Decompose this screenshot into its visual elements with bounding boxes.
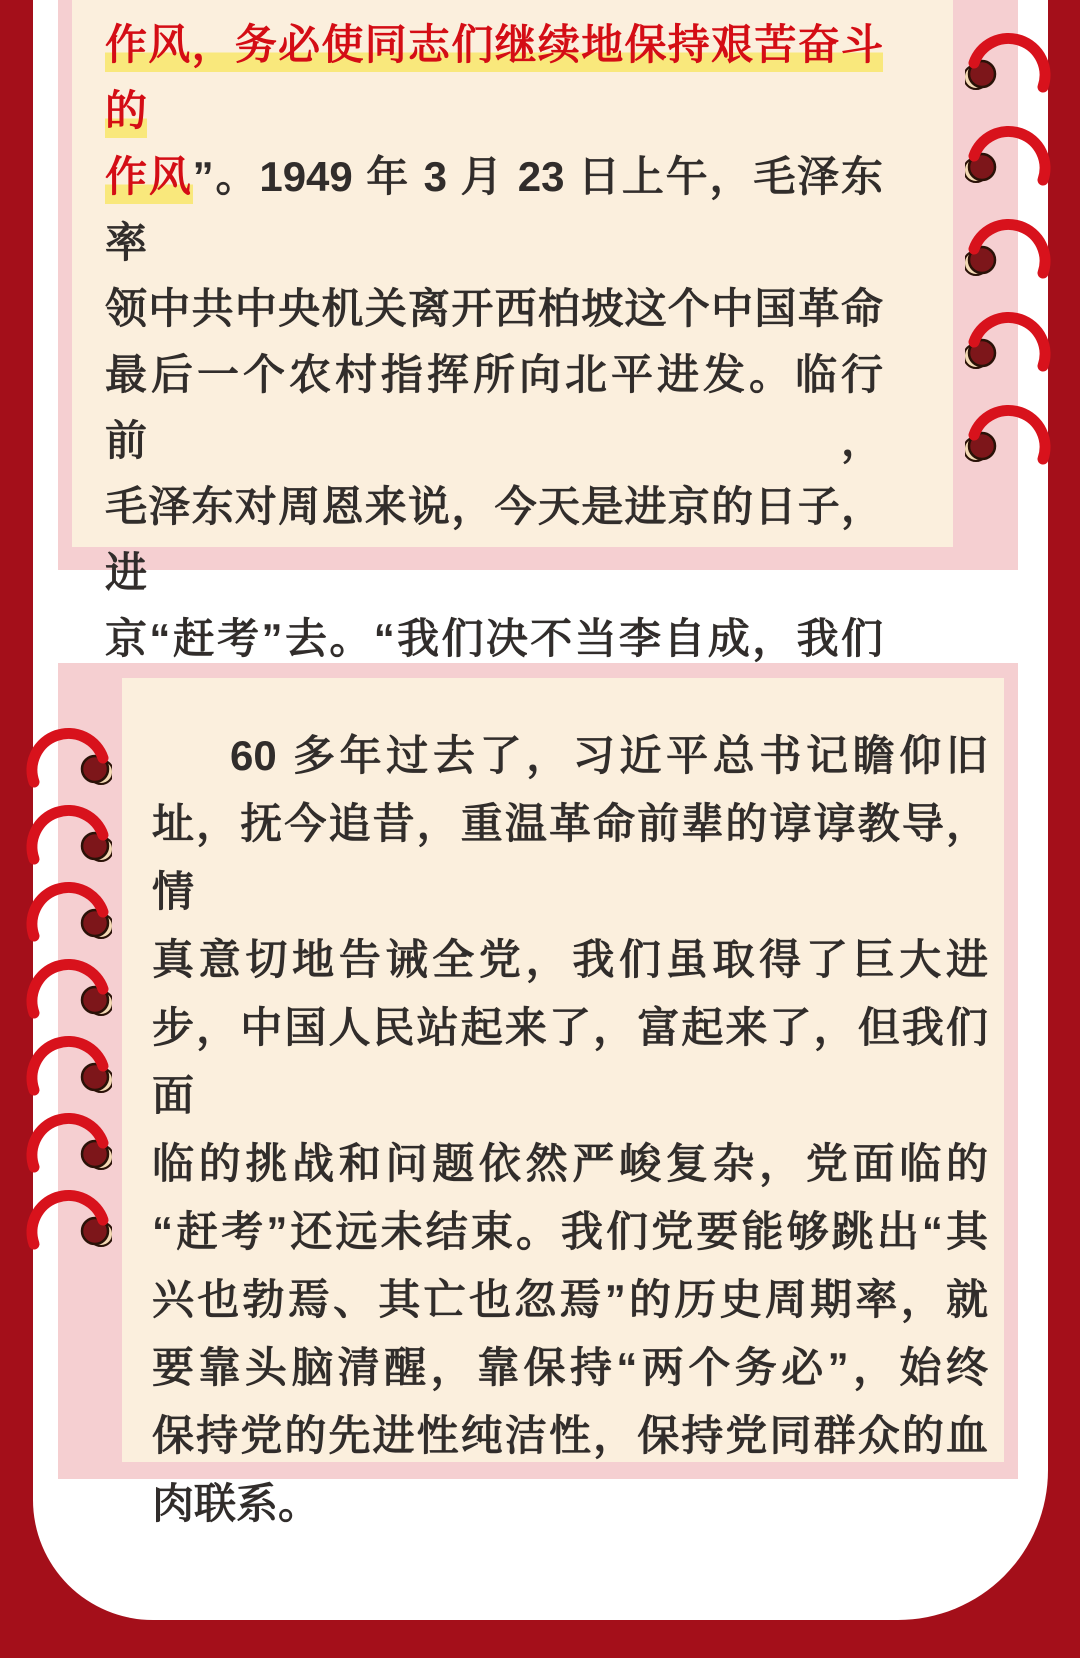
body-text: 领中共中央机关离开西柏坡这个中国革命 xyxy=(105,285,883,332)
text-line xyxy=(152,1334,988,1402)
highlighted-text: 作风 xyxy=(105,153,193,204)
quote-card-top-inner xyxy=(72,0,953,662)
paragraph-bottom xyxy=(152,678,988,1538)
binder-rings-right xyxy=(965,13,1057,483)
body-text: 真意切地告诫全党，我们虽取得了巨大进 xyxy=(152,936,988,983)
binder-ring-icon xyxy=(965,385,1057,475)
binder-rings-left xyxy=(20,708,112,1268)
body-text: 毛泽东对周恩来说，今天是进京的日子，进 xyxy=(105,483,883,596)
quote-card-bottom-inner xyxy=(122,678,1004,1527)
text-line xyxy=(152,1198,988,1266)
body-text: 60 多年过去了，习近平总书记瞻仰旧 xyxy=(230,732,988,779)
binder-ring-icon xyxy=(965,199,1057,289)
binder-ring-icon xyxy=(965,106,1057,196)
quote-card-bottom xyxy=(58,663,1018,1527)
text-line xyxy=(105,474,883,606)
body-text: ”。1949 年 3 月 23 日上午，毛泽东率 xyxy=(105,153,883,266)
highlighted-text: 作风，务必使同志们继续地保持艰苦奋斗的 xyxy=(105,21,883,138)
text-line xyxy=(152,790,988,926)
binder-ring-icon xyxy=(965,13,1057,103)
text-line xyxy=(152,1130,988,1198)
body-text: 保持党的先进性纯洁性，保持党同群众的血 xyxy=(152,1412,988,1459)
text-line xyxy=(152,1470,988,1538)
body-text: 步，中国人民站起来了，富起来了，但我们面 xyxy=(152,1004,988,1119)
binder-ring-icon xyxy=(20,1170,112,1260)
text-line xyxy=(152,994,988,1130)
quote-card-top xyxy=(58,0,1018,662)
body-text: 肉联系。 xyxy=(152,1480,321,1527)
body-text: “赶考”还远未结束。我们党要能够跳出“其 xyxy=(152,1208,988,1255)
paragraph-top xyxy=(105,0,883,738)
text-line xyxy=(105,144,883,276)
text-line xyxy=(152,1402,988,1470)
body-text: 京“赶考”去。“我们决不当李自成，我们 xyxy=(105,615,883,662)
text-line xyxy=(105,12,883,144)
text-line xyxy=(152,1266,988,1334)
body-text: 址，抚今追昔，重温革命前辈的谆谆教导，情 xyxy=(152,800,988,915)
text-line xyxy=(152,722,988,790)
text-line xyxy=(105,342,883,474)
body-text: 兴也勃焉、其亡也忽焉”的历史周期率，就 xyxy=(152,1276,988,1323)
body-text: 临的挑战和问题依然严峻复杂，党面临的 xyxy=(152,1140,988,1187)
text-line xyxy=(152,926,988,994)
text-line xyxy=(105,276,883,342)
binder-ring-icon xyxy=(965,292,1057,382)
body-text: 最后一个农村指挥所向北平进发。临行前， xyxy=(105,351,883,464)
body-text: 要靠头脑清醒，靠保持“两个务必”，始终 xyxy=(152,1344,988,1391)
